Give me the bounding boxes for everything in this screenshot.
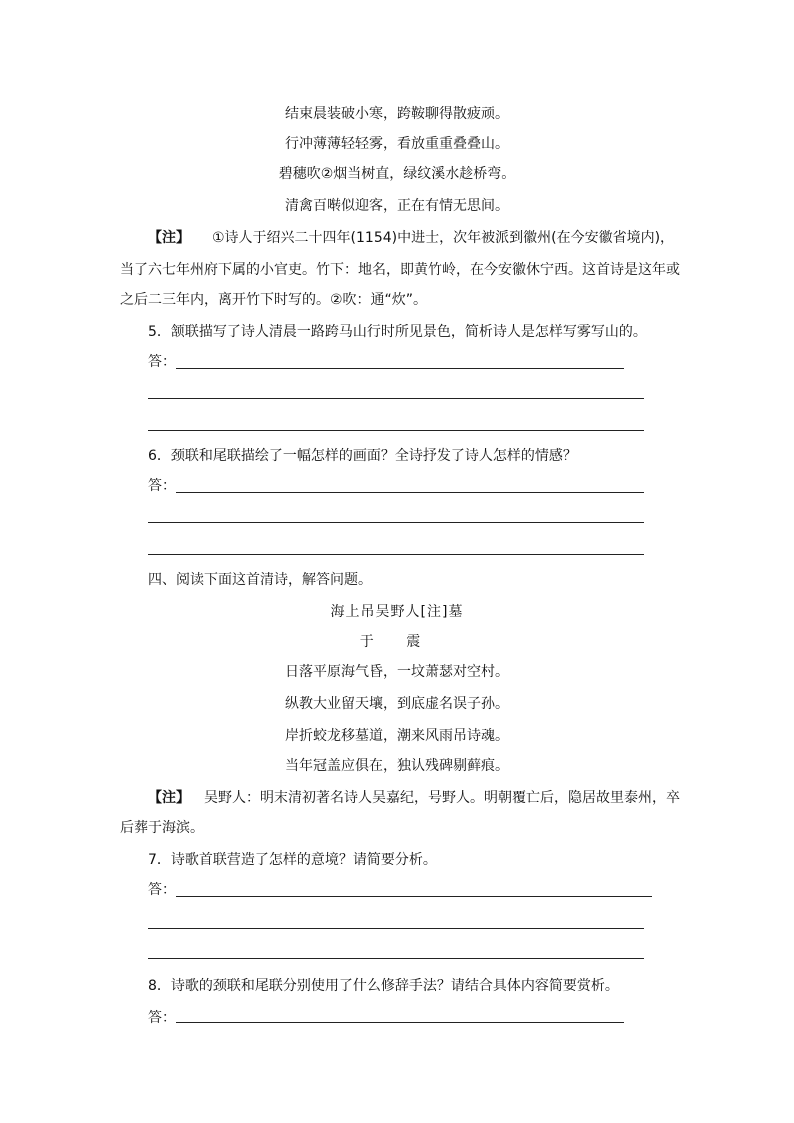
poem2-note-tag: 【注】 [148, 790, 190, 806]
poem2-line-3: 岸折蛟龙移墓道，潮来风雨吊诗魂。 [285, 728, 509, 744]
poem2-note-line-2: 后葬于海滨。 [120, 820, 204, 836]
q5-answer-line-2[interactable] [148, 398, 644, 399]
poem1-line-2: 行冲薄薄轻轻雾，看放重重叠叠山。 [285, 136, 509, 152]
poem2-title: 海上吊吴野人[注]墓 [330, 604, 464, 620]
poem2-note-line-1: 吴野人：明末清初著名诗人吴嘉纪，号野人。明朝覆亡后，隐居故里泰州，卒 [204, 790, 680, 806]
poem1-note-line-3: 之后二三年内，离开竹下时写的。②吹：通“炊”。 [120, 292, 428, 308]
q8-answer-line-1[interactable] [176, 1022, 624, 1023]
q6-answer-line-2[interactable] [148, 522, 644, 523]
q7-answer-line-3[interactable] [148, 958, 644, 959]
q5-answer-label: 答： [148, 354, 176, 370]
poem2-line-2: 纵教大业留天壤，到底虚名误子孙。 [285, 696, 509, 712]
question-7: 7．诗歌首联营造了怎样的意境？请简要分析。 [148, 852, 437, 868]
poem1-note-line-1: ①诗人于绍兴二十四年(1154)中进士，次年被派到徽州(在今安徽省境内)， [212, 230, 675, 246]
q8-answer-label: 答： [148, 1010, 176, 1026]
q6-answer-line-1[interactable] [176, 492, 644, 493]
question-5: 5．颔联描写了诗人清晨一路跨马山行时所见景色，简析诗人是怎样写雾写山的。 [148, 324, 647, 340]
poem2-line-4: 当年冠盖应俱在，独认残碑剔藓痕。 [285, 758, 509, 774]
poem1-line-4: 清禽百啭似迎客，正在有情无思间。 [285, 198, 509, 214]
q6-answer-line-3[interactable] [148, 554, 644, 555]
q7-answer-line-1[interactable] [176, 896, 652, 897]
poem1-note-line-2: 当了六七年州府下属的小官吏。竹下：地名，即黄竹岭，在今安徽休宁西。这首诗是这年或 [120, 262, 680, 278]
poem1-note-tag: 【注】 [148, 230, 190, 246]
q7-answer-line-2[interactable] [148, 928, 644, 929]
question-8: 8．诗歌的颈联和尾联分别使用了什么修辞手法？请结合具体内容简要赏析。 [148, 978, 619, 994]
q5-answer-line-3[interactable] [148, 430, 644, 431]
poem2-author: 于 震 [359, 634, 435, 650]
section-4-heading: 四、阅读下面这首清诗，解答问题。 [148, 572, 372, 588]
poem1-line-1: 结束晨装破小寒，跨鞍聊得散疲顽。 [285, 106, 509, 122]
poem2-line-1: 日落平原海气昏，一坟萧瑟对空村。 [285, 664, 509, 680]
q7-answer-label: 答： [148, 882, 176, 898]
q6-answer-label: 答： [148, 478, 176, 494]
poem1-line-3: 碧穗吹②烟当树直，绿纹溪水趁桥弯。 [278, 166, 516, 182]
q5-answer-line-1[interactable] [176, 368, 624, 369]
question-6: 6．颈联和尾联描绘了一幅怎样的画面？全诗抒发了诗人怎样的情感？ [148, 448, 577, 464]
